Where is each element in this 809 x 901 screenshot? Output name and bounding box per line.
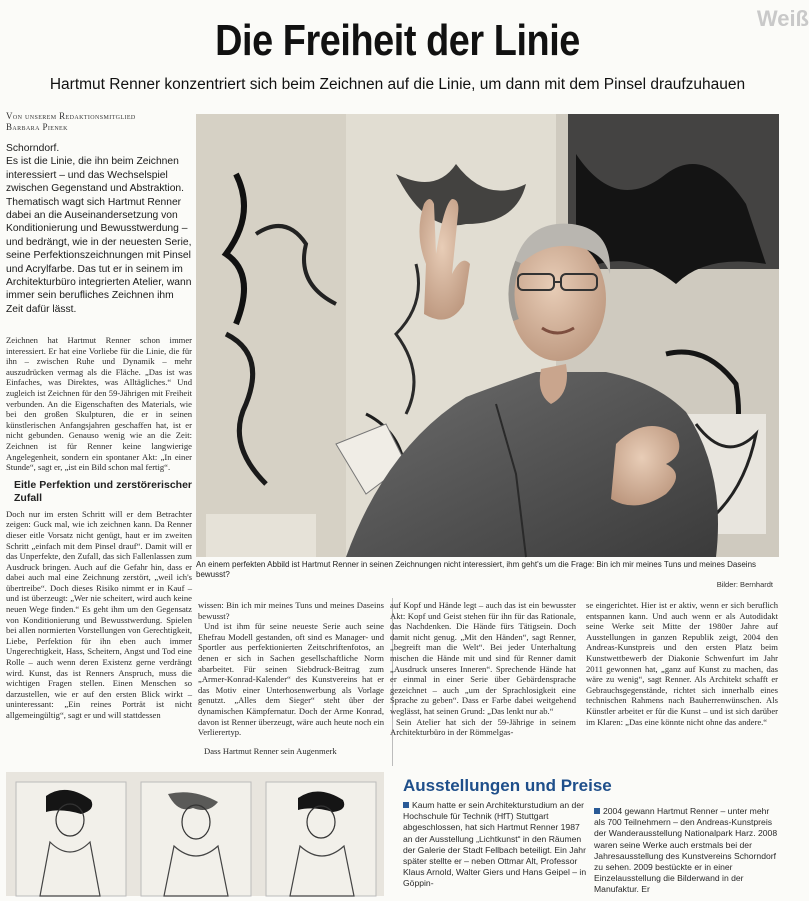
info-box-column-1 <box>403 800 589 890</box>
body-paragraph: Sein Atelier hat sich der 59-Jährige in seinem Architekturbüro in der Römmelgas- <box>390 716 576 738</box>
bullet-square-icon <box>403 802 409 808</box>
artist-photo-illustration <box>196 114 779 557</box>
body-paragraph: Dass Hartmut Renner sein Augenmerk <box>204 745 337 756</box>
body-paragraph: Zeichnen hat Hartmut Renner schon immer interessiert. Er hat eine Vorliebe für die Linie, die für ihn – zwischen Ruhe und Dynamik – mehr auszudrücken vermag als die Fläche. „Das ist was Einfaches, was Direktes, was Alltägliches.“ Und zugleich ist Zeichnen für den 59-Jährigen mit Freiheit verbunden. An die Eigenschaften des Materials, wie bei den großen Skulpturen, die er in seinen künstlerischen Anfangsjahren geschaffen hat, ist er nicht gebunden. Genauso wenig wie an die Zeit: Zeichnen ist für Renner keine langwierige Angelegenheit, sondern ein spontaner Akt: „In einer Stunde“, sagt er, „ist ein Bild schon mal fertig“. <box>6 335 192 473</box>
drawings-photo <box>6 772 384 896</box>
bullet-square-icon <box>594 808 600 814</box>
column-4 <box>586 600 778 727</box>
byline <box>6 111 191 133</box>
info-box-text: 2004 gewann Hartmut Renner – unter mehr als 700 Teilnehmern – den Andreas-Kunstpreis der Wanderausstellung Nationalpark Harz. 2008 waren seine Werke auch erstmals bei der Jahresausstellung des Kunstvereins Schorndorf zu sehen. 2009 bestückte er in einer Einzelausstellung die Bilderwand in der Manufaktur. Er <box>594 806 778 895</box>
column-3 <box>390 600 576 738</box>
body-paragraph: wissen: Bin ich mir meines Tuns und meines Daseins bewusst? <box>198 600 384 621</box>
artist-photo <box>196 114 779 557</box>
intro-text: Es ist die Linie, die ihn beim Zeichnen interessiert – und das Wechselspiel zwischen Gegenstand und Abstraktion. Thematisch wagt sich Hartmut Renner dabei an die Auseinandersetzung von Konditionierung und Bewusstwerdung – und bedrängt, wie in der neuesten Serie, seine Perfektionszeichnungen mit Pinsel und Acrylfarbe. Das tut er in seinem im Architekturbüro integrierten Atelier, wann immer sein berufliches Zeichnen ihm Zeit dafür lässt. <box>6 156 192 315</box>
intro-block <box>6 142 192 316</box>
info-box-text: Kaum hatte er sein Architekturstudium an der Hochschule für Technik (HfT) Stuttgart abgeschlossen, hat sich Hartmut Renner 1987 an der Ausstellung „Lichtkunst“ in den Räumen der Galerie der Stadt Fellbach beteiligt. Ein Jahr später stellte er – neben Ottmar Alt, Professor Klaus Arnold, Walter Giers und Hans Geipel – in Göppin- <box>403 800 587 889</box>
photo-credit: Bilder: Bernhardt <box>716 580 773 589</box>
section-subhead: Eitle Perfektion und zerstörerischer Zufall <box>14 478 192 504</box>
column-1 <box>6 335 192 721</box>
adjacent-page-edge: Weiß <box>756 6 809 31</box>
body-paragraph: Und ist ihm für seine neueste Serie auch seine Ehefrau Modell gestanden, oft sind es Manager- und Sportler aus perfektionierten Zeitschriftenfotos, an denen er sich in Sachen gesellschaftliche Norm abarbeitet. Für seinen Siebdruck-Beitrag zum „Armer-Konrad-Kalender“ des Kunstvereins hat er das Motiv einer Unterhosenwerbung als Vorlage genutzt. „Alles dem Sieger“ steht über der dynamischen Kämpfernatur. Doch der Arme Konrad, davon ist Renner überzeugt, wäre auch heute noch ein Verlierertyp. <box>198 621 384 738</box>
headline: Die Freiheit der Linie <box>215 16 580 65</box>
subheadline: Hartmut Renner konzentriert sich beim Zeichnen auf die Linie, um dann mit dem Pinsel draufzuhauen <box>49 76 746 93</box>
photo-caption: An einem perfekten Abbild ist Hartmut Renner in seinen Zeichnungen nicht interessiert, ihm geht's um die Frage: Bin ich mir meines Tuns und meines Daseins bewusst? <box>196 560 757 579</box>
dateline: Schorndorf. <box>6 143 60 154</box>
byline-role: Von unserem Redaktionsmitglied <box>6 111 136 121</box>
drawings-illustration <box>6 772 384 896</box>
byline-author: Barbara Pienek <box>6 122 68 132</box>
body-paragraph: Doch nur im ersten Schritt will er dem Betrachter zeigen: Guck mal, wie ich zeichnen kann. Da Renner dieser eitle Vorsatz nicht genügt, haut er im zweiten Schritt „einfach mit dem Pinsel drauf“. Damit will er das Unperfekte, den Zufall, das sich Fallenlassen zum Ausdruck bringen. Auch auf die Gefahr hin, dass er dabei auch mal eine Zeichnung zerstört, „weil ich's übertreibe“. Doch dieses Risiko nimmt er in Kauf – und ist überzeugt: „Wer nie scheitert, wird auch keine neuen Wege finden.“ Es geht ihm um den Gegensatz von Konditionierung und Bewusstwerdung. Spielen bei allen normierten Vorstellungen von Gerechtigkeit, Liebe, Perfektion für ihn eben auch immer Ungerechtigkeit, Hass, Scheitern, Angst und Tod eine Rolle – auch wenn deren Existenz gerne verdrängt wird. Kunst, das ist Renners Anspruch, muss die wichtigen Fragen stellen. Einen Menschen so darzustellen, wie er auf den ersten Blick wirkt – uninteressant: „Ein reines Porträt ist nicht allgemeingültig“, sagt er und will stattdessen <box>6 508 192 720</box>
column-2 <box>198 600 384 756</box>
body-paragraph: auf Kopf und Hände legt – auch das ist ein bewusster Akt: Kopf und Geist stehen für ihn für das Rationale, das Nachdenken. Die Hände fürs Tätigsein. Doch damit nicht genug. „Mit den Händen“, sagt Renner, „begreift man die Welt“. Bei jeder Unterhaltung mischen die Hände mit und sind für Renner damit „Ausdruck unseres Inneren“. Sprechende Hände hat er einmal in einer Serie über Gebärdensprache gezeichnet – auch „um der Sprachlosigkeit eine Sprache zu geben“. Dass er Farbe dabei weitgehend weglässt, hat seinen Grund: „Das lenkt nur ab.“ <box>390 600 576 716</box>
info-box-title: Ausstellungen und Preise <box>403 776 612 795</box>
body-paragraph: se eingerichtet. Hier ist er aktiv, wenn er sich beruflich entspannen kann. Und auch wenn er als Autodidakt seine Werke seit Mitte der 1980er Jahre auf Ausstellungen in ganzen Republik zeigt, 2004 den Andreas-Kunstpreis und den ersten Platz beim Kunstwettbewerb der Diakonie Schwenfurt im Jahr 2011 gewonnen hat, „ganz auf Kunst zu machen, das wäre zu wenig“, sagt Renner. Als Architekt schafft er Gebrauchsgegenstände, richtet sich innerhalb eines technischen Rahmens nach Bauherrenwünschen. Als Künstler arbeitet er für die Kunst – und ist sich darüber im Klaren: „Das eine könnte nicht ohne das andere.“ <box>586 600 778 727</box>
info-box-column-2 <box>594 806 780 896</box>
